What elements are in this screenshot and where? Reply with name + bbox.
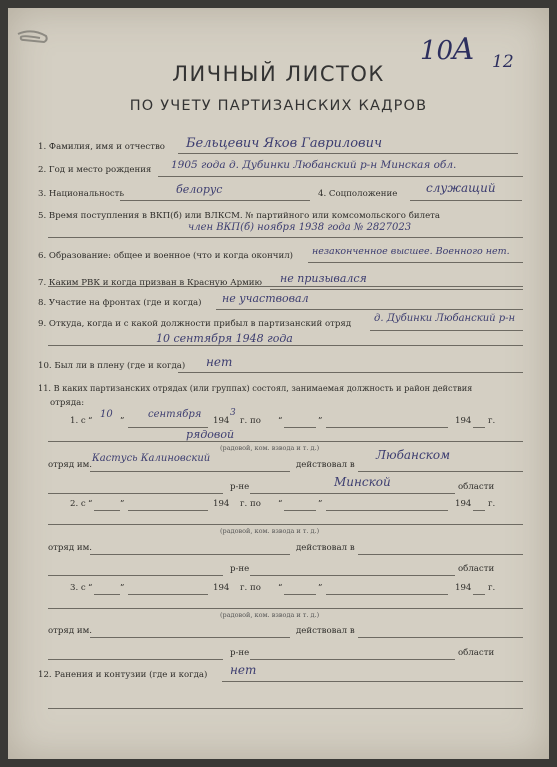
field-10-value: нет	[206, 355, 233, 369]
field-2-label: 2. Год и место рождения	[38, 165, 152, 175]
entry-2-district-label: р-не	[230, 564, 250, 574]
entry-1-region-label: области	[458, 482, 495, 492]
ref-number: 10	[420, 36, 454, 66]
field-9-value: д. Дубинки Любанский р-н	[374, 313, 516, 324]
entry-3-role-caption: (радовой, ком. взвода и т. д.)	[220, 611, 320, 619]
field-7-value: не призывался	[280, 272, 367, 285]
entry-3-end-prefix: 194	[455, 583, 472, 593]
paper-clip-icon	[14, 28, 50, 50]
entry-2-num: 2. с	[70, 499, 86, 509]
field-5-value: член ВКП(б) ноября 1938 года № 2827023	[188, 222, 412, 233]
entry-1-unit: Кастусь Калиновский	[92, 453, 211, 464]
entry-1-year: 3	[230, 408, 236, 418]
entry-2-end-label: г.	[488, 499, 496, 509]
entry-3-acted-label: действовал в	[296, 626, 355, 636]
field-2-value: 1905 года д. Дубинки Любанский р-н Минская обл.	[171, 159, 457, 171]
document-sheet: 10 А 12 ЛИЧНЫЙ ЛИСТОК ПО УЧЕТУ ПАРТИЗАНСКИХ КАДРОВ 1. Фамилия, имя и отчество Бельцевич Яков Гаврилович 2. Год и место рождения 1905 года д. Дубинки Любанский р-н Минская обл. 3. Национальность белорус 4. Соцположение служащий 5. Время поступления в ВКП(б) или ВЛКСМ. № партийного или комсомольского билета член ВКП(б) ноября 1938 года № 2827023 6. Образование: общее и военное (что и когда окончил) незаконченное высшее. Военного нет. 7. Каким РВК и когда призван в Красную Армию не призывался 8. Участие на фронтах (где и когда) не участвовал 9. Откуда, когда и с какой должности прибыл в партизанский отряд д. Дубинки Любанский р-н 10 сентября 1948 года 10. Был ли в плену (где и когда) нет 11. В каких партизанских отрядах (или группах) состоял, занимаемая должность и район действия отряда: 1. с “ 10 ” сентября 194 3 г. по “ ” 194 г. рядовой (радовой, ком. взвода и т. д.) отряд им. Кастусь Калиновский действовал в Любанском р-не Минской области 2. с “ ” 194 г. по “ ” 194 г. (радовой, ком. взвода и т. д.) отряд им. действовал в р-не области 3. с “ ” 194 г. по “ ” 194 г. (радовой, ком. взвода и т. д.) отряд им. действовал в р-не области 12. Ранения и контузии (где и когда) нет	[8, 8, 549, 759]
page-subtitle: ПО УЧЕТУ ПАРТИЗАНСКИХ КАДРОВ	[129, 98, 428, 114]
entry-1-day: 10	[100, 409, 113, 420]
field-6-label: 6. Образование: общее и военное (что и когда окончил)	[38, 251, 294, 261]
field-7-label: 7. Каким РВК и когда призван в Красную Армию	[38, 278, 262, 288]
entry-3-year-prefix: 194	[213, 583, 230, 593]
field-9-value-2: 10 сентября 1948 года	[156, 332, 293, 345]
entry-3-district-label: р-не	[230, 648, 250, 658]
entry-1-year-label: г. по	[240, 416, 261, 426]
field-1-label: 1. Фамилия, имя и отчество	[38, 142, 165, 152]
entry-1-num: 1. с	[70, 416, 86, 426]
entry-2-region-label: области	[458, 564, 495, 574]
field-8-value: не участвовал	[222, 292, 309, 305]
entry-2-role-caption: (радовой, ком. взвода и т. д.)	[220, 527, 320, 535]
entry-1-end-label: г.	[488, 416, 496, 426]
entry-3-end-label: г.	[488, 583, 496, 593]
field-10-label: 10. Был ли в плену (где и когда)	[38, 361, 186, 371]
entry-1-month: сентября	[148, 409, 202, 420]
entry-1-end-prefix: 194	[455, 416, 472, 426]
field-5-label: 5. Время поступления в ВКП(б) или ВЛКСМ. № партийного или комсомольского билета	[38, 211, 441, 221]
entry-2-year-prefix: 194	[213, 499, 230, 509]
ref-sub: 12	[492, 52, 514, 72]
field-4-label: 4. Соцположение	[318, 189, 398, 199]
entry-1-year-prefix: 194	[213, 416, 230, 426]
field-12-value: нет	[230, 663, 257, 677]
entry-2-end-prefix: 194	[455, 499, 472, 509]
field-4-value: служащий	[426, 181, 496, 195]
entry-3-region-label: области	[458, 648, 495, 658]
entry-1-acted: Любанском	[376, 448, 451, 462]
entry-1-district-label: р-не	[230, 482, 250, 492]
field-6-value: незаконченное высшее. Военного нет.	[312, 246, 510, 257]
entry-2-unit-label: отряд им.	[48, 543, 93, 553]
field-3-label: 3. Национальность	[38, 189, 125, 199]
entry-1-role-caption: (радовой, ком. взвода и т. д.)	[220, 444, 320, 452]
entry-3-unit-label: отряд им.	[48, 626, 93, 636]
entry-1-unit-label: отряд им.	[48, 460, 93, 470]
entry-2-acted-label: действовал в	[296, 543, 355, 553]
field-12-label: 12. Ранения и контузии (где и когда)	[38, 670, 208, 680]
field-11-label-2: отряда:	[50, 398, 85, 408]
page-title: ЛИЧНЫЙ ЛИСТОК	[172, 62, 385, 86]
field-11-label: 11. В каких партизанских отрядах (или группах) состоял, занимаемая должность и район действия	[38, 383, 473, 393]
field-3-value: белорус	[176, 183, 223, 196]
field-9-label: 9. Откуда, когда и с какой должности прибыл в партизанский отряд	[38, 319, 352, 329]
entry-1-acted-label: действовал в	[296, 460, 355, 470]
entry-3-year-label: г. по	[240, 583, 261, 593]
entry-2-year-label: г. по	[240, 499, 261, 509]
field-8-label: 8. Участие на фронтах (где и когда)	[38, 298, 202, 308]
entry-3-num: 3. с	[70, 583, 86, 593]
ref-initial: А	[452, 32, 475, 67]
field-1-value: Бельцевич Яков Гаврилович	[186, 136, 383, 151]
entry-1-role: рядовой	[186, 428, 235, 441]
entry-1-region: Минской	[334, 475, 391, 489]
